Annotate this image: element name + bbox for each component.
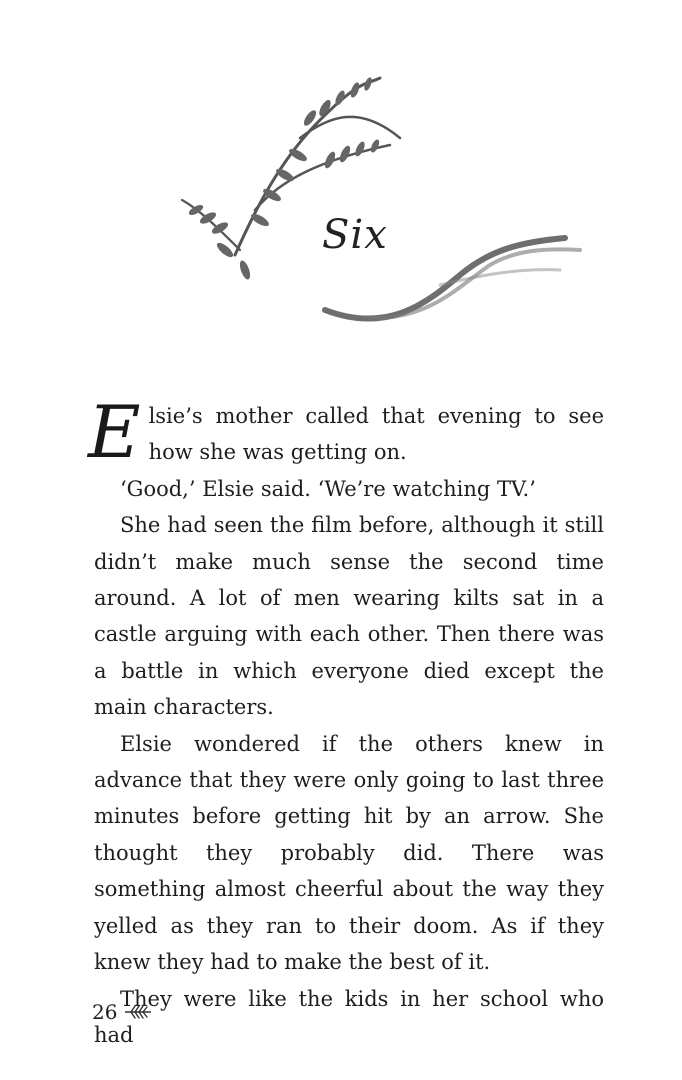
- paragraph-3: She had seen the film before, although it still didn’t make much sense the second time around. A lot of men wearing kilts sat in a castle arguing with each other. Then there was a battle in which everyone died except the main characters.: [94, 513, 604, 720]
- paragraph-1-text: lsie’s mother called that evening to see how she was getting on.: [148, 404, 604, 465]
- paragraph-5: They were like the kids in her school who had: [94, 986, 604, 1047]
- drop-cap: E: [88, 390, 141, 474]
- paragraph-2: ‘Good,’ Elsie said. ‘We’re watching TV.’: [120, 476, 536, 501]
- paragraph-1: [88, 390, 604, 474]
- page-number: 26: [92, 1000, 118, 1024]
- paragraph-4: Elsie wondered if the others knew in advance that they were only going to last three minutes before getting hit by an arrow. She thought they probably did. There was something almost cheerful about the way they yelled as they ran to their doom. As if they knew they had to make the best of it.: [94, 731, 604, 975]
- fern-leaf-icon: [123, 1003, 153, 1021]
- body-text: [88, 390, 604, 1053]
- chapter-title: Six: [322, 212, 388, 258]
- page-footer: [92, 1000, 153, 1024]
- fern-ornament-icon: [160, 60, 600, 350]
